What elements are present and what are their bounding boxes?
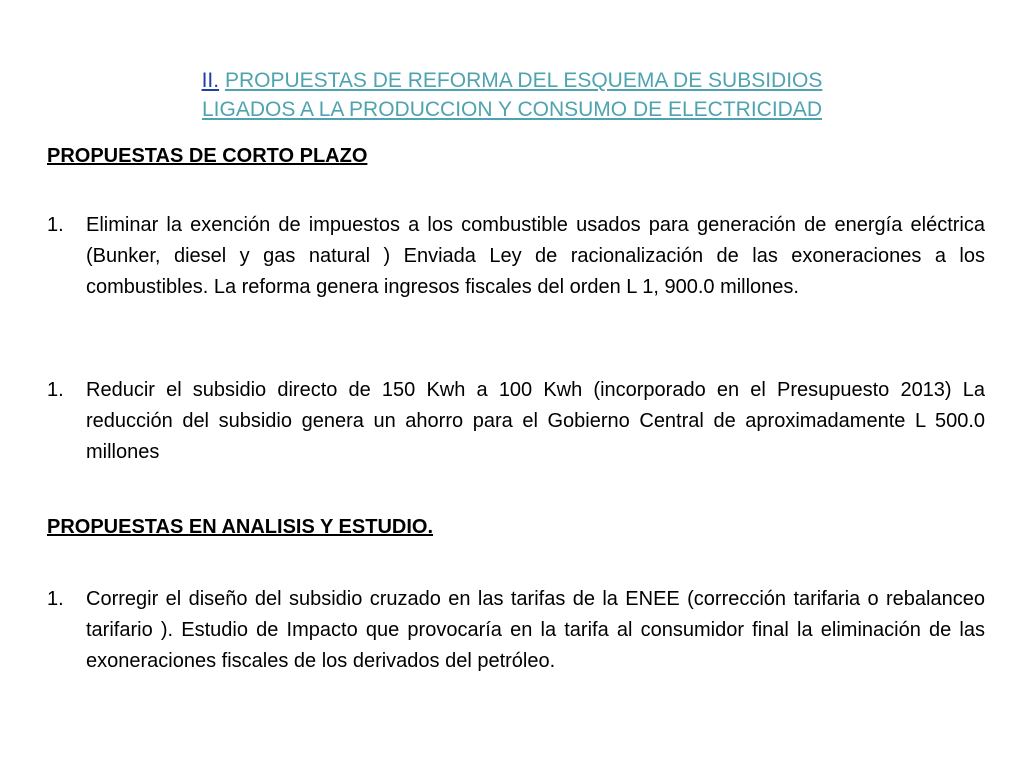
- short-term-heading: PROPUESTAS DE CORTO PLAZO: [47, 145, 368, 167]
- item-text: Corregir el diseño del subsidio cruzado en las tarifas de la ENEE (corrección tarifaria o rebalanceo tarifario ). Estudio de Impacto que provocaría en la tarifa al consumidor final la eliminación de las exoneraciones fiscales de los derivados del petróleo.: [86, 588, 985, 672]
- title-number: II.: [201, 69, 220, 92]
- title-line-1[interactable]: PROPUESTAS DE REFORMA DEL ESQUEMA DE SUBSIDIOS: [224, 69, 823, 92]
- slide-title: [0, 66, 1024, 124]
- item-text: Eliminar la exención de impuestos a los combustible usados para generación de energía eléctrica (Bunker, diesel y gas natural ) Enviada Ley de racionalización de las exoneraciones a los combustibles. La reforma genera ingresos fiscales del orden L 1, 900.0 millones.: [86, 214, 985, 298]
- item-text: Reducir el subsidio directo de 150 Kwh a 100 Kwh (incorporado en el Presupuesto 2013) La reducción del subsidio genera un ahorro para el Gobierno Central de aproximadamente L 500.0 millones: [86, 379, 985, 463]
- analysis-item-1: [47, 584, 985, 677]
- item-marker: 1.: [47, 214, 64, 236]
- item-marker: 1.: [47, 379, 64, 401]
- short-term-item-2: [47, 375, 985, 468]
- title-line-2[interactable]: LIGADOS A LA PRODUCCION Y CONSUMO DE ELECTRICIDAD: [201, 98, 823, 121]
- short-term-item-1: [47, 210, 985, 303]
- analysis-heading: PROPUESTAS EN ANALISIS Y ESTUDIO.: [47, 516, 433, 538]
- item-marker: 1.: [47, 588, 64, 610]
